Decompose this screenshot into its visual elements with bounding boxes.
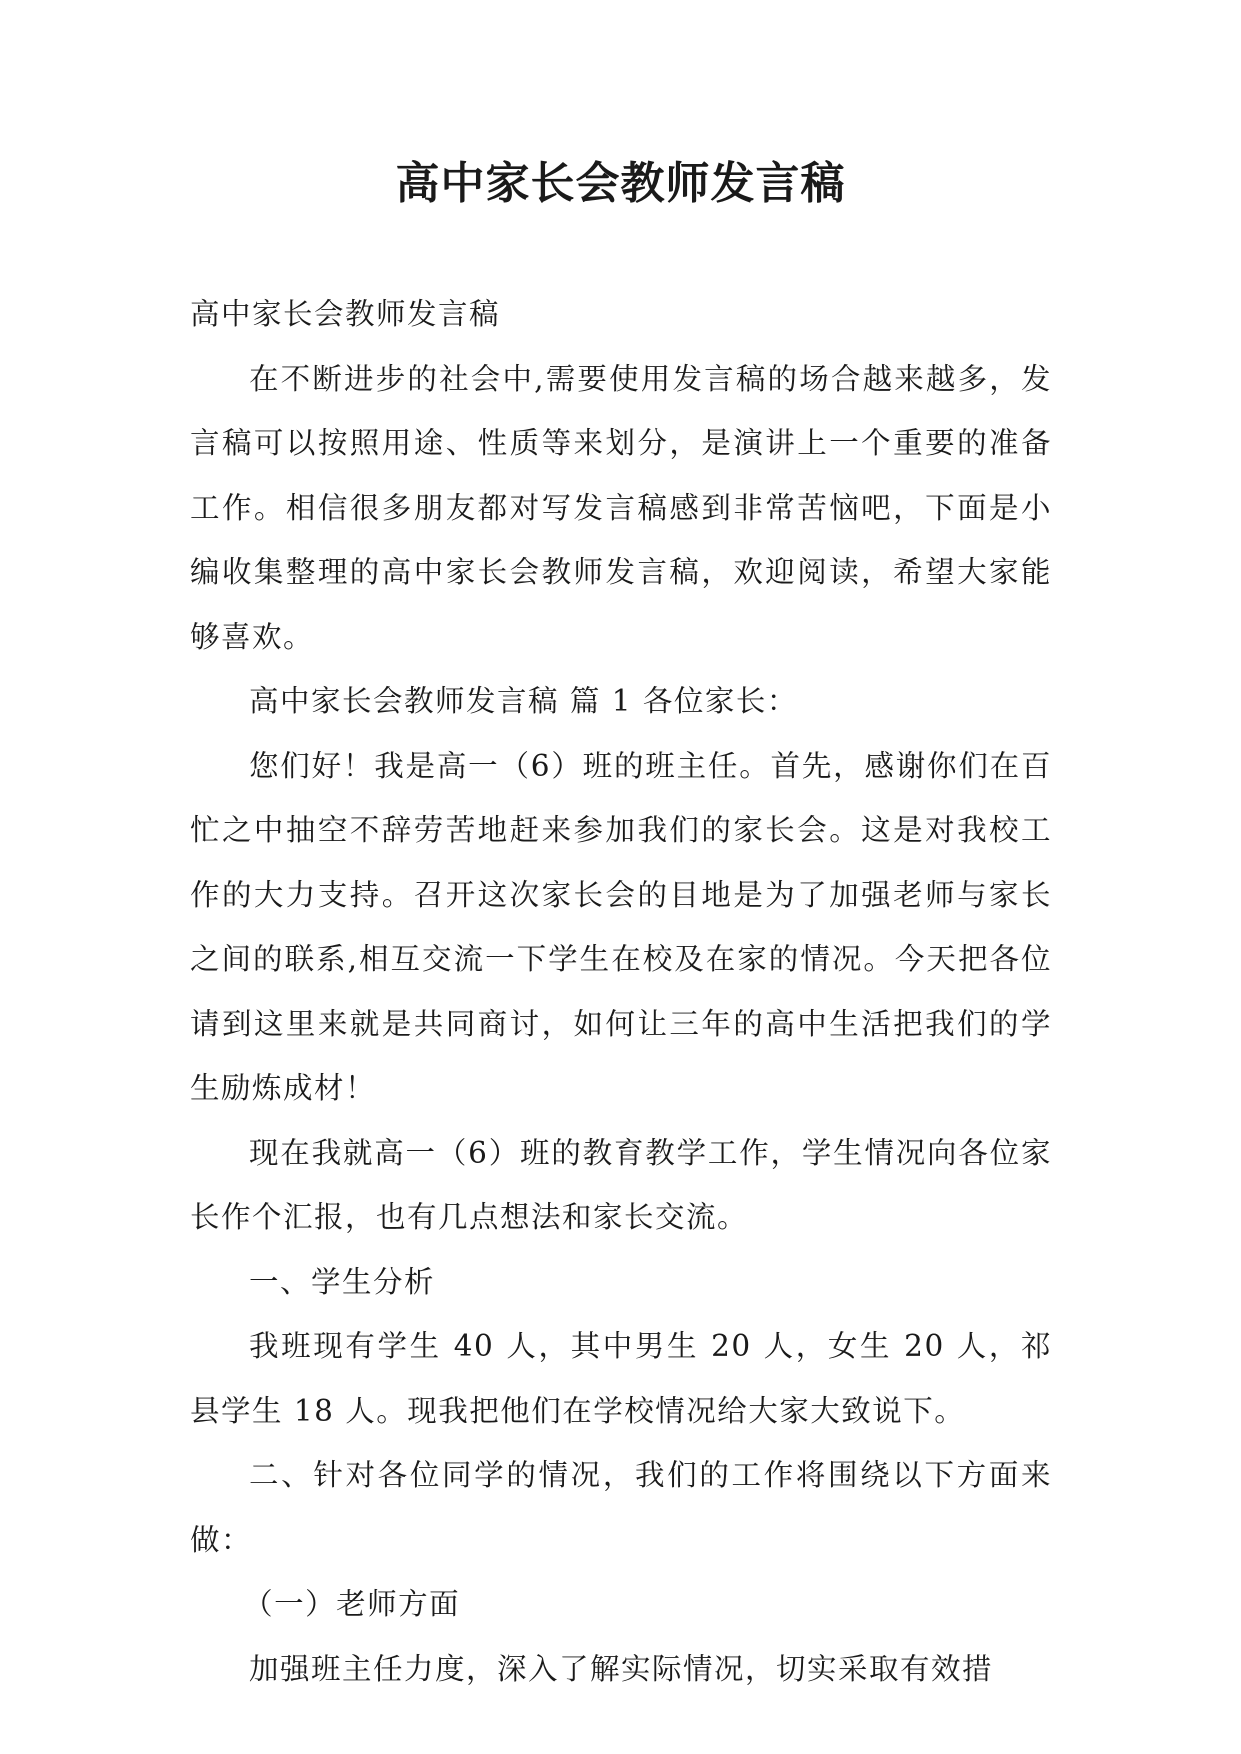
- section-heading-student-analysis: 一、学生分析: [249, 1264, 436, 1299]
- report-paragraph: 现在我就高一（6）班的教育教学工作，学生情况向各位家长作个汇报，也有几点想法和家长交流。: [190, 1135, 1052, 1234]
- document-title: 高中家长会教师发言稿: [395, 158, 846, 209]
- speech-heading: 高中家长会教师发言稿 篇 1 各位家长：: [249, 684, 798, 718]
- student-count-paragraph: 我班现有学生 40 人，其中男生 20 人，女生 20 人，祁县学生 18 人。现我把他们在学校情况给大家大致说下。: [190, 1329, 1052, 1428]
- greeting-paragraph: 您们好！我是高一（6）班的班主任。首先，感谢你们在百忙之中抽空不辞劳苦地赶来参加我们的家长会。这是对我校工作的大力支持。召开这次家长会的目地是为了加强老师与家长之间的联系,相互交流一下学生在校及在家的情况。今天把各位请到这里来就是共同商讨，如何让三年的高中生活把我们的学生励炼成材！: [190, 748, 1052, 1105]
- subtitle-line: 高中家长会教师发言稿: [190, 297, 501, 331]
- teacher-measures-paragraph: 加强班主任力度，深入了解实际情况，切实采取有效措: [249, 1651, 994, 1686]
- section-heading-work-plan: 二、针对各位同学的情况，我们的工作将围绕以下方面来做：: [190, 1458, 1052, 1557]
- subsection-heading-teacher: （一）老师方面: [243, 1587, 461, 1621]
- intro-paragraph: 在不断进步的社会中,需要使用发言稿的场合越来越多，发言稿可以按照用途、性质等来划分，是演讲上一个重要的准备工作。相信很多朋友都对写发言稿感到非常苦恼吧，下面是小编收集整理的高中家长会教师发言稿，欢迎阅读，希望大家能够喜欢。: [190, 361, 1052, 654]
- document-body: [190, 282, 1052, 1701]
